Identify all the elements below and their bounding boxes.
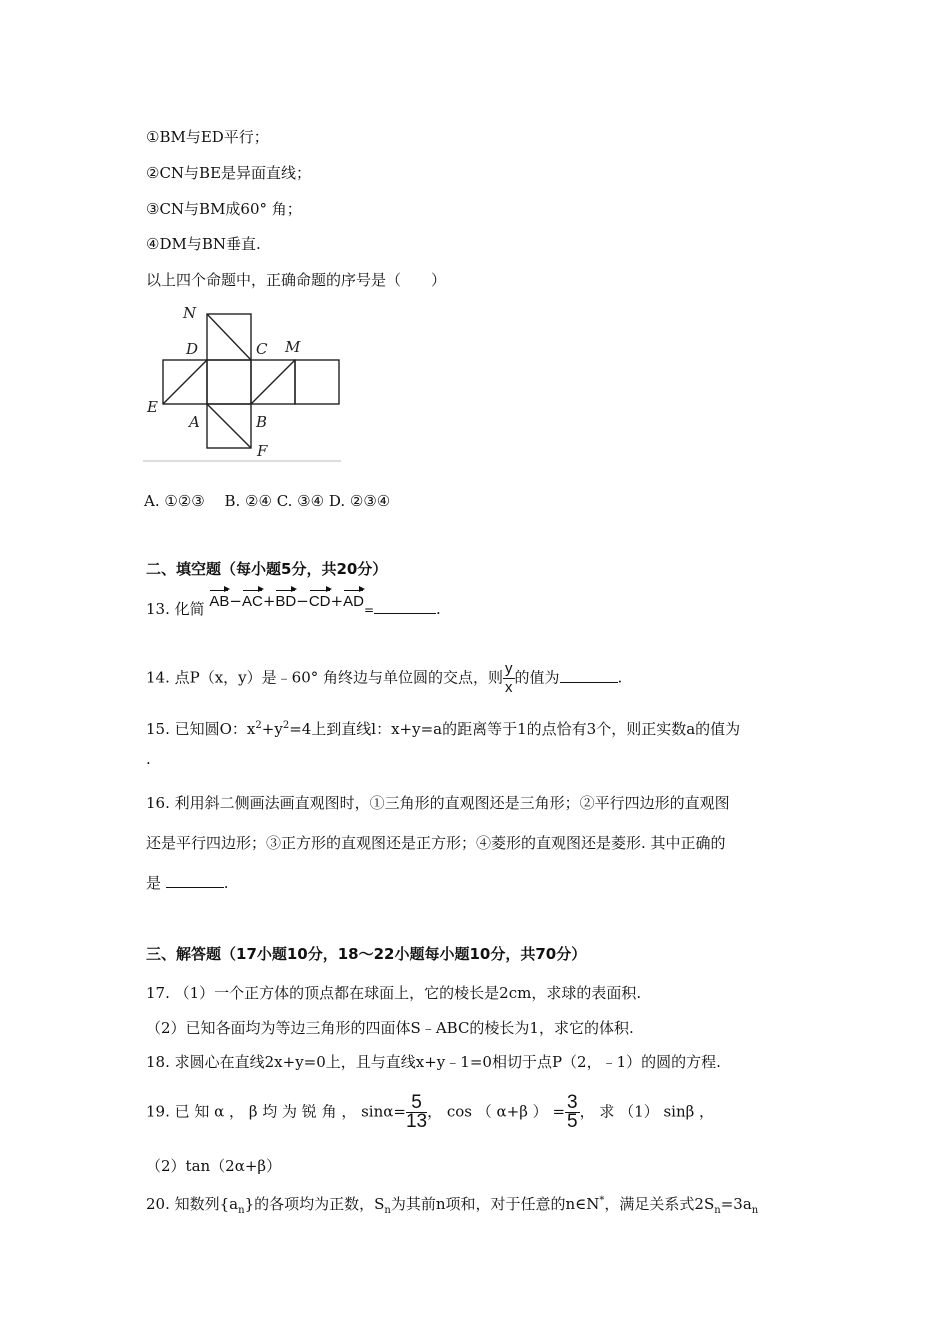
question-17-part-1: 17. （1）一个正方体的顶点都在球面上，它的棱长是2cm，求球的表面积. (146, 984, 642, 1002)
statement-3: ③CN与BM成60° 角； (146, 200, 302, 218)
answer-blank-16 (166, 873, 224, 888)
question-stem: 以上四个命题中，正确命题的序号是（ ） (146, 271, 447, 289)
question-15-end: . (146, 750, 151, 768)
net-diagonal-left (163, 360, 207, 404)
answer-blank-14 (560, 668, 618, 683)
question-16-line-3: 是 . (146, 874, 229, 892)
net-diagonal-top (207, 314, 251, 360)
statement-4: ④DM与BN垂直. (146, 235, 261, 253)
net-square-far-right (295, 360, 339, 404)
question-13: 13. 化简 AB−AC+BD−CD+AD= . (146, 592, 441, 618)
op-1: − (229, 592, 242, 610)
vector-AB: AB (209, 591, 229, 613)
question-20: 20. 知数列$\{a_n\}$的各项均为正数，$S_n$为其前n项和，对于任意的n∈N*，满足关系式$2S_n=3a_n$ (146, 1195, 759, 1216)
op-4: + (330, 592, 344, 610)
statement-2: ②CN与BE是异面直线； (146, 164, 312, 182)
answer-options: A. ①②③ B. ②④ C. ③④ D. ②③④ (144, 492, 391, 510)
section-2-heading: 二、填空题（每小题5分，共20分） (146, 560, 388, 578)
label-E: E (147, 398, 158, 416)
question-19-part-2: （2）tan（2α+β） (146, 1157, 282, 1175)
fraction-5-over-13: $\frac{5}{13}$ (405, 1092, 428, 1132)
question-19: 19. 已 知 α ， β 均 为 锐 角 ， sinα= $\frac{5}{13}$ ， cos （ α+β ） = $\frac{3}{5}$ ， 求 （1） sinβ ， (146, 1092, 715, 1132)
label-C: C (256, 340, 268, 358)
q13-equals: = (363, 603, 374, 617)
net-square-center (207, 360, 251, 404)
net-diagonal-bottom (207, 404, 251, 448)
question-16-line-2: 还是平行四边形；③正方形的直观图还是正方形；④菱形的直观图还是菱形. 其中正确的 (146, 834, 726, 852)
question-16-line-1: 16. 利用斜二侧画法画直观图时，①三角形的直观图还是三角形；②平行四边形的直观图 (146, 794, 730, 812)
label-F: F (257, 442, 268, 460)
vector-AD: AD (343, 591, 364, 613)
op-2: + (262, 592, 276, 610)
label-A: A (189, 413, 200, 431)
question-14: 14. 点P（x，y）是﹣60° 角终边与单位圆的交点，则 $\frac{y}{x}$ 的值为 . (146, 660, 623, 696)
vector-AC: AC (242, 591, 263, 613)
question-18: 18. 求圆心在直线2x+y=0上，且与直线x+y﹣1=0相切于点P（2，﹣1）的圆的方程. (146, 1053, 721, 1071)
label-M: M (285, 338, 301, 356)
fraction-3-over-5: $\frac{3}{5}$ (567, 1092, 578, 1132)
question-15: 15. 已知圆O：$x^2+y^2=4$上到直线l：x+y=a的距离等于1的点恰有3个，则正实数a的值为 (146, 720, 741, 738)
vector-CD: CD (309, 591, 331, 613)
op-3: − (296, 592, 309, 610)
net-diagonal-right (251, 360, 295, 404)
label-B: B (256, 413, 268, 431)
q14-suffix: 的值为 (514, 668, 560, 687)
cube-net-figure (143, 302, 343, 462)
vector-BD: BD (275, 591, 296, 613)
q13-prefix: 13. 化简 (146, 600, 205, 618)
section-3-heading: 三、解答题（17小题10分，18～22小题每小题10分，共70分） (146, 945, 587, 963)
answer-blank-13 (374, 599, 436, 614)
statement-1: ①BM与ED平行； (146, 128, 269, 146)
fraction-y-over-x: $\frac{y}{x}$ (505, 660, 513, 696)
label-D: D (186, 340, 199, 358)
question-17-part-2: （2）已知各面均为等边三角形的四面体S﹣ABC的棱长为1，求它的体积. (146, 1019, 634, 1037)
q14-prefix: 14. 点P（x，y）是﹣60° 角终边与单位圆的交点，则 (146, 668, 504, 687)
label-N: N (183, 304, 197, 322)
